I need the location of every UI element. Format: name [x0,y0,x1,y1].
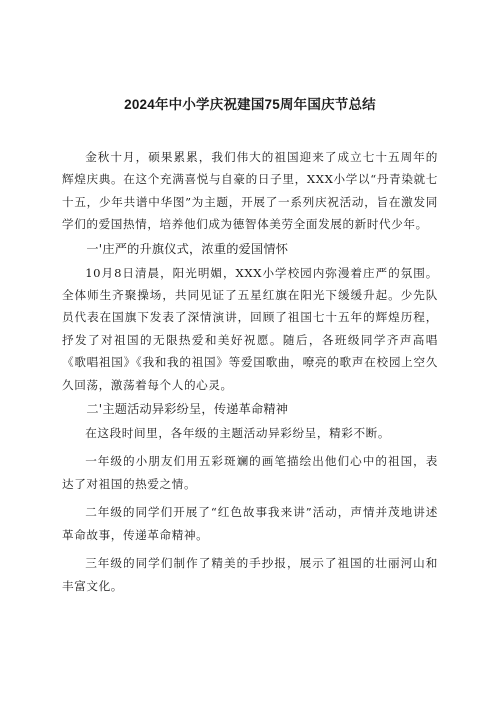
intro-paragraph: 金秋十月，硕果累累，我们伟大的祖国迎来了成立七十五周年的辉煌庆典。在这个充满喜悦与自豪的日子里，XXX小学以“丹青染就七十五，少年共谱中华图”为主题，开展了一系列庆祝活动，旨在激发同学们的爱国热情，培养他们成为德智体美劳全面发展的新时代少年。 [62,150,438,232]
section-2-paragraph-3: 二年级的同学们开展了“红色故事我来讲”活动，声情并茂地讲述革命故事，传递革命精神。 [62,505,438,542]
section-2-paragraph-2: 一年级的小朋友们用五彩斑斓的画笔描绘出他们心中的祖国，表达了对祖国的热爱之情。 [62,454,438,491]
document-title: 2024年中小学庆祝建国75周年国庆节总结 [124,97,376,112]
section-1-paragraph: 10月8日清晨，阳光明媚，XXX小学校园内弥漫着庄严的氛围。全体师生齐聚操场，共同见证了五星红旗在阳光下缓缓升起。少先队员代表在国旗下发表了深情演讲，回顾了祖国七十五年的辉煌历程，抒发了对祖国的无限热爱和美好祝愿。随后，各班级同学齐声高唱《歌唱祖国》《我和我的祖国》等爱国歌曲，嘹亮的歌声在校园上空久久回荡，激荡着每个人的心灵。 [62,265,438,392]
section-2-paragraph-1: 在这段时间里，各年级的主题活动异彩纷呈，精彩不断。 [85,426,391,441]
section-1-heading: 一'庄严的升旗仪式，浓重的爱国情怀 [86,241,289,256]
section-2-heading: 二'主题活动异彩纷呈，传递革命精神 [86,402,289,417]
section-2-paragraph-4: 三年级的同学们制作了精美的手抄报，展示了祖国的壮丽河山和丰富文化。 [62,556,438,593]
